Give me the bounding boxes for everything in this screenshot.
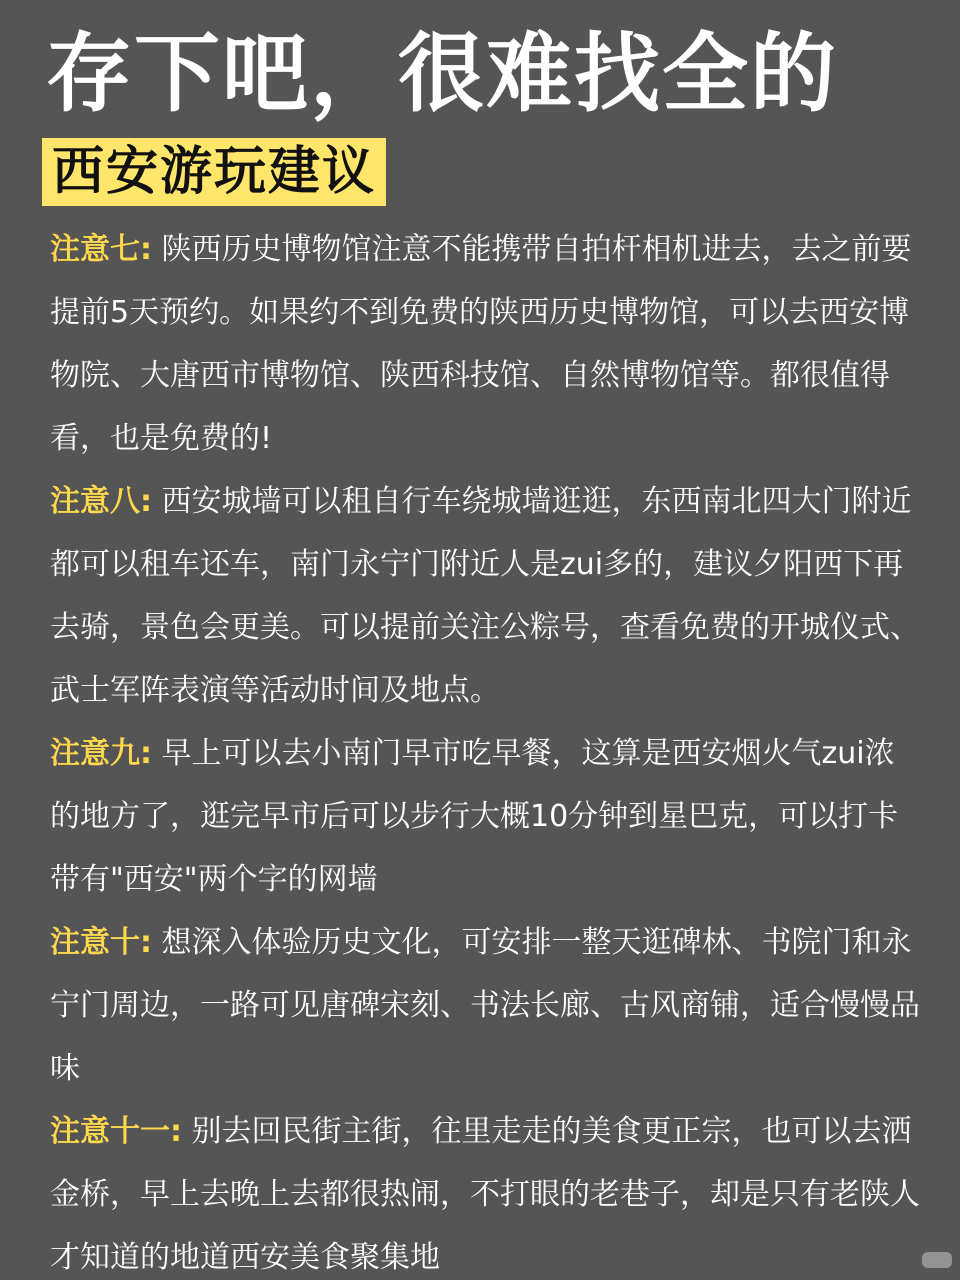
subtitle-highlight bbox=[42, 138, 386, 206]
tips-list bbox=[50, 218, 920, 1280]
tip-label: 注意十: bbox=[50, 925, 152, 960]
tip-7 bbox=[50, 218, 920, 470]
tip-label: 注意十一: bbox=[50, 1114, 182, 1149]
tip-text: 西安城墙可以租自行车绕城墙逛逛，东西南北四大门附近都可以租车还车，南门永宁门附近人是zui多的，建议夕阳西下再去骑，景色会更美。可以提前关注公粽号，查看免费的开城仪式、武士军阵表演等活动时间及地点。 bbox=[50, 484, 920, 708]
tip-text: 陕西历史博物馆注意不能携带自拍杆相机进去，去之前要提前5天预约。如果约不到免费的陕西历史博物馆，可以去西安博物院、大唐西市博物馆、陕西科技馆、自然博物馆等。都很值得看，也是免费的! bbox=[50, 232, 912, 456]
tip-8 bbox=[50, 470, 920, 722]
tip-text: 早上可以去小南门早市吃早餐，这算是西安烟火气zui浓的地方了，逛完早市后可以步行大概10分钟到星巴克，可以打卡带有"西安"两个字的网墙 bbox=[50, 736, 899, 897]
headline: 存下吧，很难找全的 bbox=[46, 24, 838, 124]
subtitle: 西安游玩建议 bbox=[52, 142, 377, 202]
tip-10 bbox=[50, 911, 920, 1100]
tip-text: 想深入体验历史文化，可安排一整天逛碑林、书院门和永宁门周边，一路可见唐碑宋刻、书法长廊、古风商铺，适合慢慢品味 bbox=[50, 925, 920, 1086]
tip-label: 注意七: bbox=[50, 232, 152, 267]
watermark-logo bbox=[922, 1252, 952, 1268]
tip-label: 注意九: bbox=[50, 736, 152, 771]
tip-9 bbox=[50, 722, 920, 911]
tip-11 bbox=[50, 1100, 920, 1280]
tip-label: 注意八: bbox=[50, 484, 152, 519]
tip-text: 别去回民街主街，往里走走的美食更正宗，也可以去洒金桥，早上去晚上去都很热闹，不打眼的老巷子，却是只有老陕人才知道的地道西安美食聚集地 bbox=[50, 1114, 920, 1275]
